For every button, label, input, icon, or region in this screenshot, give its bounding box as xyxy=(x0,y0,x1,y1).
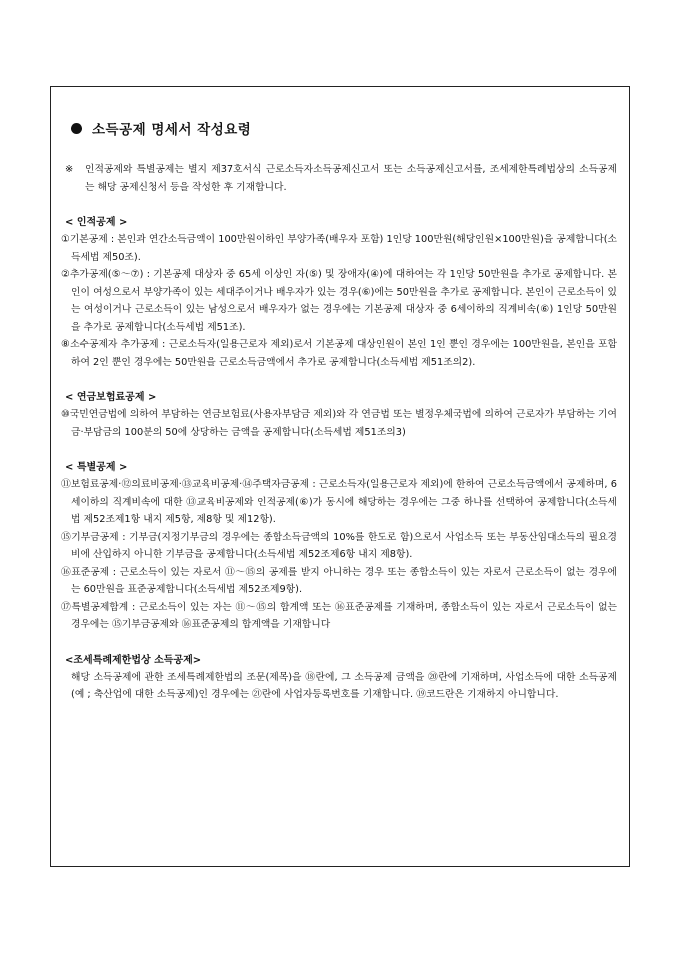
personal-item-2: ②추가공제(⑤～⑦) : 기본공제 대상자 중 65세 이상인 자(⑤) 및 장애자(④)에 대하여는 각 1인당 50만원을 추가로 공제합니다. 본인이 여성으로서 부양가족이 있는 세대주이거나 배우자가 있는 경우(⑥)에는 50만원을 추가로 공제합니다. 본인이 근로소득이 있는 여성이거나 근로소득이 있는 남성으로서 배우자가 없는 경우에는 기본공제 대상자 중 6세이하의 직계비속(⑥) 1인당 50만원을 추가로 공제합니다(소득세법 제51조). xyxy=(61,269,617,333)
section-heading-tax-special: <조세특례제한법상 소득공제> xyxy=(65,654,202,666)
section-heading-pension: < 연금보험료공제 > xyxy=(65,392,157,403)
document-title xyxy=(71,118,617,138)
instruction-box xyxy=(50,86,630,867)
personal-item-1: ①기본공제 : 본인과 연간소득금액이 100만원이하인 부양가족(배우자 포함) 1인당 100만원(해당인원×100만원)을 공제합니다(소득세법 제50조). xyxy=(61,234,617,263)
pension-item-1: ⑩국민연금법에 의하여 부담하는 연금보험료(사용자부담금 제외)와 각 연금법 또는 별정우체국법에 의하여 근로자가 부담하는 기여금·부담금의 100분의 50에 상당하는 금액을 공제합니다(소득세법 제51조의3) xyxy=(61,409,617,438)
bullet-icon xyxy=(71,123,82,134)
personal-item-3: ⑧소수공제자 추가공제 : 근로소득자(일용근로자 제외)로서 기본공제 대상인원이 본인 1인 뿐인 경우에는 100만원을, 본인을 포함하여 2인 뿐인 경우에는 50만원을 근로소득금액에서 추가로 공제합니다(소득세법 제51조의2). xyxy=(61,339,617,368)
special-item-1: ⑪보험료공제·⑫의료비공제·⑬교육비공제·⑭주택자금공제 : 근로소득자(일용근로자 제외)에 한하여 근로소득금액에서 공제하며, 6세이하의 직계비속에 대한 ⑬교육비공제와 인적공제(⑥)가 동시에 해당하는 경우에는 그중 하나를 선택하여 공제합니다(소득세법 제52조제1항 내지 제5항, 제8항 및 제12항). xyxy=(61,479,617,525)
special-item-4: ⑰특별공제합계 : 근로소득이 있는 자는 ⑪～⑮의 합계액 또는 ⑯표준공제를 기재하며, 종합소득이 있는 자로서 근로소득이 없는 경우에는 ⑮기부금공제와 ⑯표준공제의 합계액을 기재합니다 xyxy=(61,601,617,630)
note-paragraph xyxy=(61,161,617,196)
note-mark: ※ xyxy=(65,164,74,175)
tax-special-text: 해당 소득공제에 관한 조세특례제한법의 조문(제목)을 ⑱란에, 그 소득공제 금액을 ⑳란에 기재하며, 사업소득에 대한 소득공제(예 ; 축산업에 대한 소득공제)인 경우에는 ㉑란에 사업자등록번호를 기재합니다. ⑲코드란은 기재하지 아니합니다. xyxy=(71,671,617,700)
note-text: 인적공제와 특별공제는 별지 제37호서식 근로소득자소득공제신고서 또는 소득공제신고서를, 조세제한특례법상의 소득공제는 해당 공제신청서 등을 작성한 후 기재합니다. xyxy=(85,164,617,193)
section-heading-special: < 특별공제 > xyxy=(65,462,128,473)
title-text: 소득공제 명세서 작성요령 xyxy=(92,122,252,138)
special-item-3: ⑯표준공제 : 근로소득이 있는 자로서 ⑪～⑮의 공제를 받지 아니하는 경우 또는 종합소득이 있는 자로서 근로소득이 없는 경우에는 60만원을 표준공제합니다(소득세법 제52조제9항). xyxy=(61,566,617,595)
section-heading-personal: < 인적공제 > xyxy=(65,217,128,228)
special-item-2: ⑮기부금공제 : 기부금(지정기부금의 경우에는 종합소득금액의 10%를 한도로 함)으로서 사업소득 또는 부동산임대소득의 필요경비에 산입하지 아니한 기부금을 공제합니다(소득세법 제52조제6항 내지 제8항). xyxy=(61,531,617,560)
